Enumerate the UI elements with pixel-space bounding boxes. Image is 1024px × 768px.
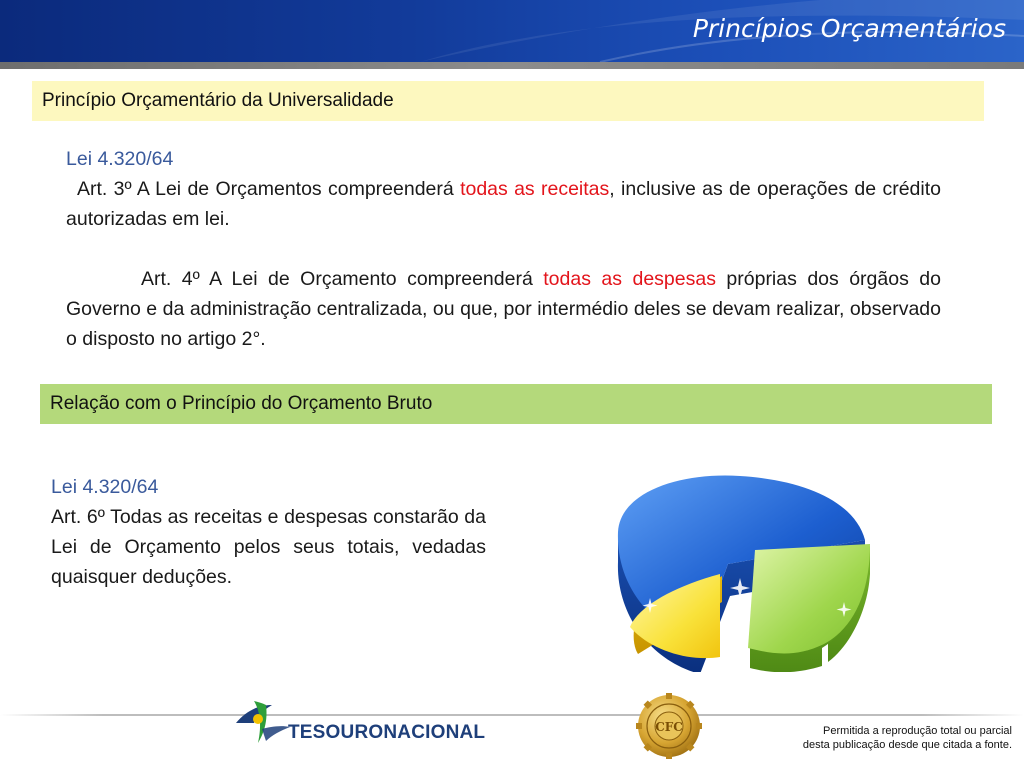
art4-highlight: todas as despesas — [543, 268, 716, 290]
law-reference: Lei 4.320/64 — [51, 476, 159, 498]
article-6-paragraph: Art. 6º Todas as receitas e despesas constarão da Lei de Orçamento pelos seus totais, vedadas quaisquer deduções. — [51, 506, 486, 588]
reproduction-permission-note — [803, 724, 1012, 752]
section-heading-orcamento-bruto: Relação com o Princípio do Orçamento Bruto — [40, 384, 992, 424]
article-3-paragraph — [66, 174, 941, 234]
pie-chart-illustration — [590, 462, 890, 672]
footer-divider — [0, 714, 1024, 716]
section-heading-universalidade: Princípio Orçamentário da Universalidade — [32, 81, 984, 121]
law-reference: Lei 4.320/64 — [66, 148, 174, 170]
art3-text-after: , inclusive as de operações de crédito autorizadas em lei. — [66, 178, 941, 230]
paragraph-spacer — [66, 234, 941, 264]
article-4-paragraph — [66, 264, 941, 354]
section1-body — [66, 144, 941, 354]
art3-highlight: todas as receitas — [460, 178, 610, 200]
page-title: Princípios Orçamentários — [692, 14, 1006, 43]
header-banner — [0, 0, 1024, 62]
tesouro-nacional-logo-icon — [232, 693, 292, 753]
permission-line-2: desta publicação desde que citada a fonte. — [802, 739, 1012, 751]
pie-slice-green — [748, 544, 870, 672]
art3-text-before: Art. 3º A Lei de Orçamentos compreenderá — [77, 178, 461, 200]
header-divider — [0, 62, 1024, 69]
logo-text-tesouro: TESOURO — [288, 722, 384, 743]
art4-text-before: Art. 4º A Lei de Orçamento compreenderá — [141, 268, 544, 290]
art4-text-after: próprias dos órgãos do Governo e da administração centralizada, ou que, por intermédio deles se devam realizar, observado o disposto no artigo 2°. — [66, 268, 941, 350]
cfc-seal-icon — [636, 693, 702, 759]
section2-body — [51, 472, 486, 592]
tesouro-nacional-wordmark — [288, 722, 485, 744]
logo-text-nacional: NACIONAL — [383, 722, 486, 743]
permission-line-1: Permitida a reprodução total ou parcial — [823, 725, 1012, 737]
seal-label: CFC — [655, 720, 683, 734]
